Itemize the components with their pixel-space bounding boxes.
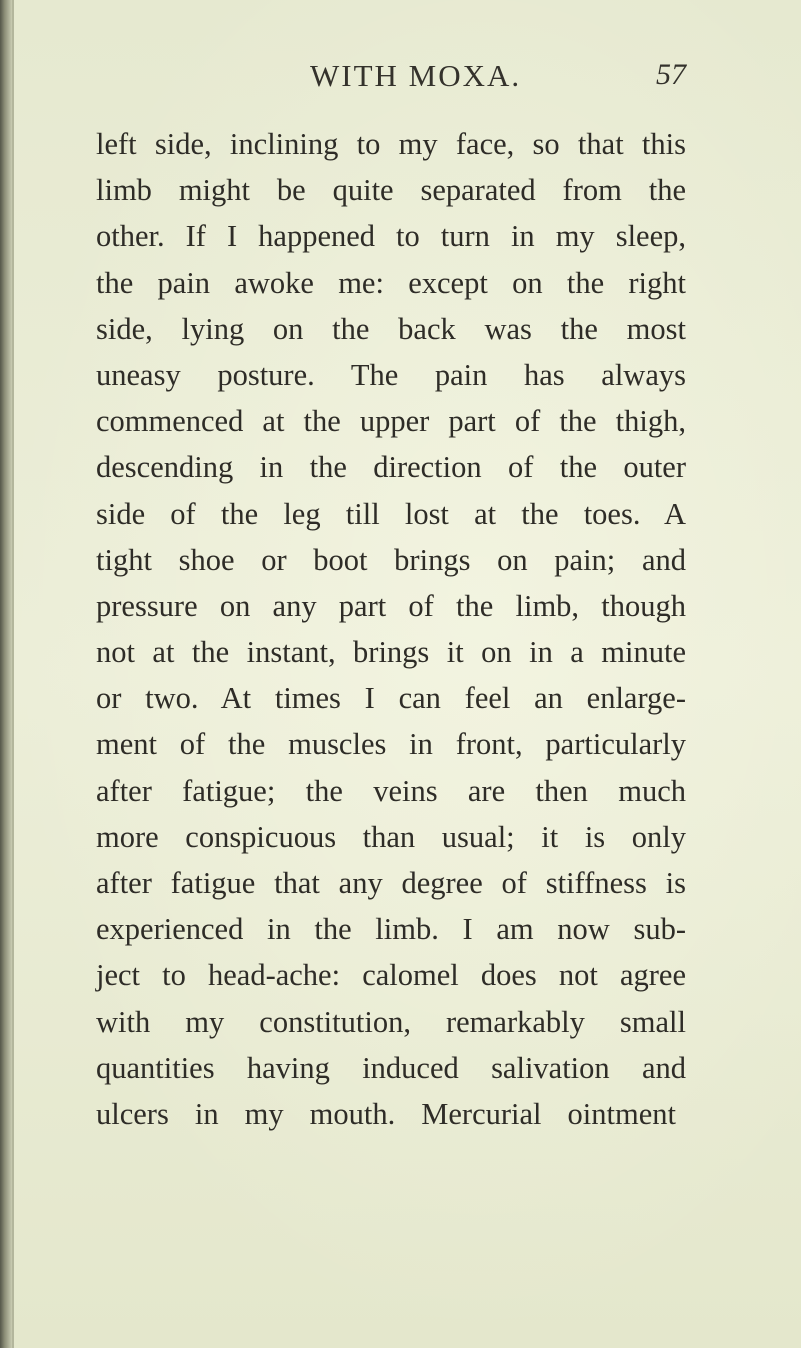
text-line: pressure on any part of the limb, though [96,588,686,623]
text-line: limb might be quite separated from the [96,173,686,208]
text-line: not at the instant, brings it on in a minute [96,635,686,670]
text-line: with my constitution, remarkably small [96,1004,686,1039]
running-head-title: WITH MOXA. [310,58,522,93]
running-head [0,58,801,98]
text-line: after fatigue that any degree of stiffness is [96,866,686,900]
page-gutter-shadow [0,0,12,1348]
text-line: side of the leg till lost at the toes. A [96,496,686,531]
text-line: commenced at the upper part of the thigh, [96,404,686,439]
text-line: after fatigue; the veins are then much [96,773,686,808]
text-line: or two. At times I can feel an enlarge- [96,681,686,716]
text-line: left side, inclining to my face, so that this [96,127,686,161]
text-line: ject to head-ache: calomel does not agree [96,958,686,993]
text-line: tight shoe or boot brings on pain; and [96,542,686,577]
text-line: descending in the direction of the outer [96,450,686,485]
text-line: experienced in the limb. I am now sub- [96,912,686,947]
text-line: other. If I happened to turn in my sleep, [96,219,686,254]
text-line: more conspicuous than usual; it is only [96,819,686,854]
text-line: ment of the muscles in front, particularly [96,727,686,762]
text-line: the pain awoke me: except on the right [96,265,686,300]
page-edge-line [12,0,14,1348]
text-line: ulcers in my mouth. Mercurial ointment [96,1096,676,1131]
text-line: uneasy posture. The pain has always [96,357,686,392]
text-line: side, lying on the back was the most [96,311,686,346]
body-text [96,121,686,1137]
text-line: quantities having induced salivation and [96,1050,686,1085]
page-number: 57 [656,58,686,91]
